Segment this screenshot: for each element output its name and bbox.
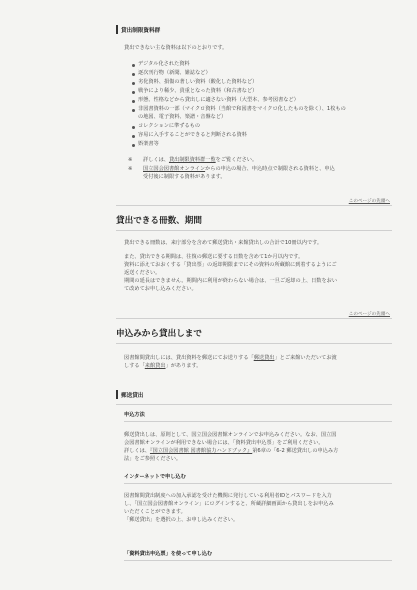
divider — [124, 560, 392, 561]
note-1-text: 詳しくは、 — [143, 157, 169, 163]
mail-lending-link[interactable]: 郵送貸出 — [253, 355, 275, 361]
restricted-list-link[interactable]: 貸出制限資料群一覧 — [168, 157, 216, 163]
note-1 — [143, 157, 257, 164]
list-item: デジタル化された資料 — [138, 61, 190, 67]
note-mark: ※ — [128, 166, 133, 172]
limits-paragraph-2-line: 返送ください。 — [124, 270, 161, 276]
divider — [116, 205, 392, 206]
list-item: 戦争により稀少、貴重となった資料（和古書など） — [138, 88, 258, 94]
process-intro-line-2 — [124, 363, 201, 370]
limits-paragraph-2: また、貸出できる期間は、往復の郵送に要する日数を含めて1か月以内です。 — [124, 254, 304, 260]
limits-paragraph-2-line: て改めてお申し込みください。 — [124, 286, 197, 292]
list-item: コレクションに準ずるもの — [138, 123, 201, 129]
method-paragraph-line: 会図書館オンラインが利用できない場合には、「資料貸出申込票」をご利用ください。 — [124, 440, 324, 446]
process-intro-text-mid: 」とご来館いただいてお渡 — [274, 355, 337, 361]
note-1-text-end: をご覧ください。 — [215, 157, 258, 163]
divider — [124, 421, 392, 422]
list-item: 劣化資料、損傷の著しい資料（酸化した資料など） — [138, 79, 258, 85]
process-intro-text-end: 」があります。 — [165, 363, 202, 369]
bullet-icon — [132, 126, 135, 129]
method-text-end: 第6章の「6-2 郵送貸出しの申込み方 — [252, 448, 339, 454]
section-marker — [116, 25, 118, 34]
method-paragraph-line — [124, 448, 338, 455]
divider — [124, 483, 392, 484]
internet-paragraph-line: いただくことができます。 — [124, 509, 186, 515]
process-intro-text: 図書館間貸出しには、貸出資料を郵送にてお送りする「 — [124, 355, 254, 361]
note-mark: ※ — [128, 157, 133, 163]
ndl-online-link[interactable]: 国立国会図書館オンライン — [143, 166, 206, 172]
note-2-continued: 受付後に制限する資料があります。 — [143, 174, 226, 180]
bullet-icon — [132, 73, 135, 76]
limits-paragraph-1: 貸出できる冊数は、来庁部分を含めて郵送貸出・来館貸出しの合計で10冊以内です。 — [124, 240, 323, 246]
bullet-icon — [132, 144, 135, 147]
list-item: 逐次刊行物（新聞、雑誌など） — [138, 70, 211, 76]
process-intro — [124, 355, 337, 362]
back-to-top-link[interactable]: このページの先頭へ — [348, 199, 390, 204]
handbook-link[interactable]: 『国立国会図書館 図書館協力ハンドブック』 — [149, 448, 253, 454]
subheading-form: 「資料貸出申込票」を使って申し込む — [124, 551, 213, 557]
visit-lending-link[interactable]: 来館貸出 — [144, 363, 166, 369]
bullet-icon — [132, 64, 135, 67]
bullet-icon — [132, 109, 135, 112]
internet-paragraph-line: 「郵送貸出」を選択の上、お申し込みください。 — [124, 517, 239, 523]
section-marker — [116, 390, 118, 399]
divider — [116, 343, 392, 344]
bullet-icon — [132, 82, 135, 85]
section-heading-limits: 貸出できる冊数、期間 — [116, 216, 202, 226]
internet-paragraph-line: し、「国立国会図書館オンライン」にログインすると、所蔵詳細画面から貸出しをお申込み — [124, 501, 334, 507]
section-heading-restricted: 貸出制限資料群 — [121, 28, 161, 34]
bullet-icon — [132, 100, 135, 103]
subheading-method: 申込方法 — [124, 412, 145, 418]
back-to-top-link[interactable]: このページの先頭へ — [348, 312, 390, 317]
divider — [116, 230, 392, 231]
bullet-icon — [132, 91, 135, 94]
divider — [116, 404, 392, 405]
method-paragraph-line: 法」をご参照ください。 — [124, 456, 182, 462]
section-heading-process: 申込みから貸出しまで — [116, 329, 202, 339]
note-2-text: からの申込の場合、申込時点で制限される資料と、申込 — [205, 166, 335, 172]
subheading-internet: インターネットで申し込む — [124, 474, 186, 480]
list-item: 容易に入手することができると判断される資料 — [138, 132, 247, 138]
list-item: 娯楽書等 — [138, 141, 159, 147]
method-text: 詳しくは、 — [124, 448, 150, 454]
list-item: 形態、性格などから貸出しに適さない資料（大型本、参考図書など） — [138, 97, 299, 103]
list-item: 非図書資料の一部（マイクロ資料（当館で和図書をマイクロ化したものを除く）、1枚もの — [138, 106, 346, 112]
bullet-icon — [132, 135, 135, 138]
subheading-mail-lending: 郵送貸出 — [121, 393, 144, 399]
internet-paragraph: 図書館間貸出制度への加入承認を受けた機関に発行している利用者IDとパスワードを入力 — [124, 493, 332, 499]
method-paragraph: 郵送貸出しは、原則として、国立国会図書館オンラインでお申込みください。なお、国立国 — [124, 432, 337, 438]
restricted-intro: 貸出できない主な資料は以下のとおりです。 — [124, 45, 228, 51]
note-2 — [143, 166, 335, 173]
process-intro-text: しする「 — [124, 363, 145, 369]
divider — [116, 318, 392, 319]
list-item-continued: の地図、電子資料、楽譜・音盤など） — [138, 114, 227, 120]
limits-paragraph-2-line: 期間の延長はできません。期間内に利用が終わらない場合は、一旦ご返却の上、日数をおい — [124, 278, 338, 284]
limits-paragraph-2-line: 資料に添えておおくする「貸出票」の返却期限までにその資料の所蔵館に到着するようにご — [124, 262, 337, 268]
